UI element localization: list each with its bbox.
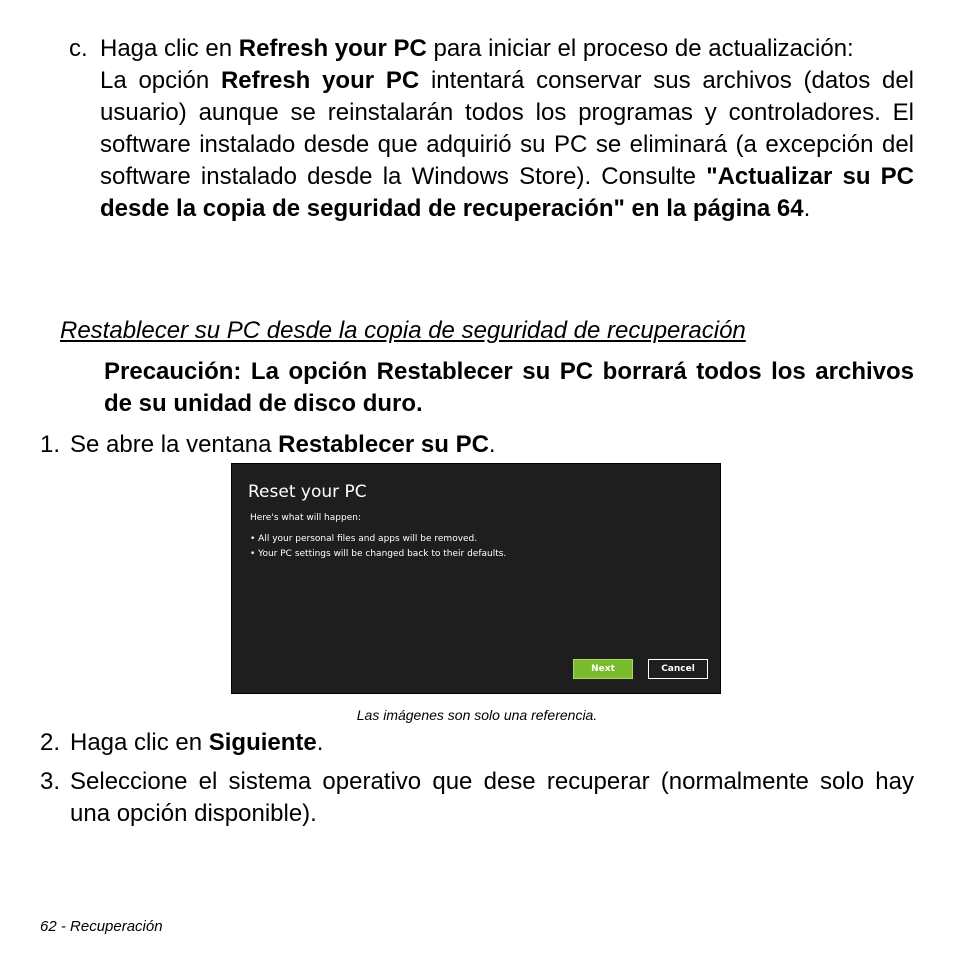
screenshot-subtitle: Here's what will happen: — [250, 513, 361, 523]
step-c-para-end: . — [803, 195, 811, 222]
step-3-number: 3. — [40, 768, 61, 795]
step-c-cross-reference: "Actualizar su PC desde la copia de seguridad de recuperación" en la página 64 — [100, 163, 915, 222]
next-button[interactable]: Next — [573, 659, 633, 679]
step-1-text — [70, 429, 496, 461]
step-2-text-a: Haga clic en — [70, 729, 209, 756]
step-1-text-a: Se abre la ventana — [70, 431, 279, 458]
step-1-text-bold: Restablecer su PC — [278, 431, 489, 458]
step-c-line1 — [100, 33, 914, 65]
step-c-line1-bold: Refresh your PC — [238, 35, 427, 62]
step-c-marker: c. — [69, 35, 88, 62]
step-c-para-text: La opción — [100, 67, 221, 94]
step-c-para-bold: Refresh your PC — [220, 67, 420, 94]
page-footer: 62 - Recuperación — [40, 918, 163, 935]
step-c-body — [100, 33, 914, 225]
screenshot-title: Reset your PC — [248, 482, 367, 502]
step-c-paragraph — [100, 65, 914, 225]
step-1-number: 1. — [40, 431, 61, 458]
step-2-number: 2. — [40, 729, 61, 756]
cancel-button[interactable]: Cancel — [648, 659, 708, 679]
screenshot-bullet: • All your personal files and apps will be removed. — [250, 534, 478, 544]
caution-note: Precaución: La opción Restablecer su PC borrará todos los archivos de su unidad de disco duro. — [104, 358, 914, 417]
step-2-text — [70, 727, 323, 759]
image-caption: Las imágenes son solo una referencia. — [356, 707, 598, 723]
step-c-para-body: intentará conservar sus archivos (datos del usuario) aunque se reinstalarán todos los programas y controladores. El software instalado desde que adquirió su PC se eliminará (a excepción del software instalado desde la Windows Store). Consulte — [100, 67, 914, 190]
step-1-text-end: . — [488, 431, 496, 458]
reset-pc-screenshot — [231, 463, 721, 694]
step-c-line1-tail: para iniciar el proceso de actualización: — [426, 35, 854, 62]
step-c-line1-text: Haga clic en — [100, 35, 239, 62]
step-2-text-end: . — [316, 729, 324, 756]
section-subheading: Restablecer su PC desde la copia de seguridad de recuperación — [60, 317, 746, 344]
screenshot-bullet: • Your PC settings will be changed back to their defaults. — [250, 549, 507, 559]
step-3-text: Seleccione el sistema operativo que dese recuperar (normalmente solo hay una opción disponible). — [70, 768, 914, 827]
step-2-text-bold: Siguiente — [208, 729, 317, 756]
